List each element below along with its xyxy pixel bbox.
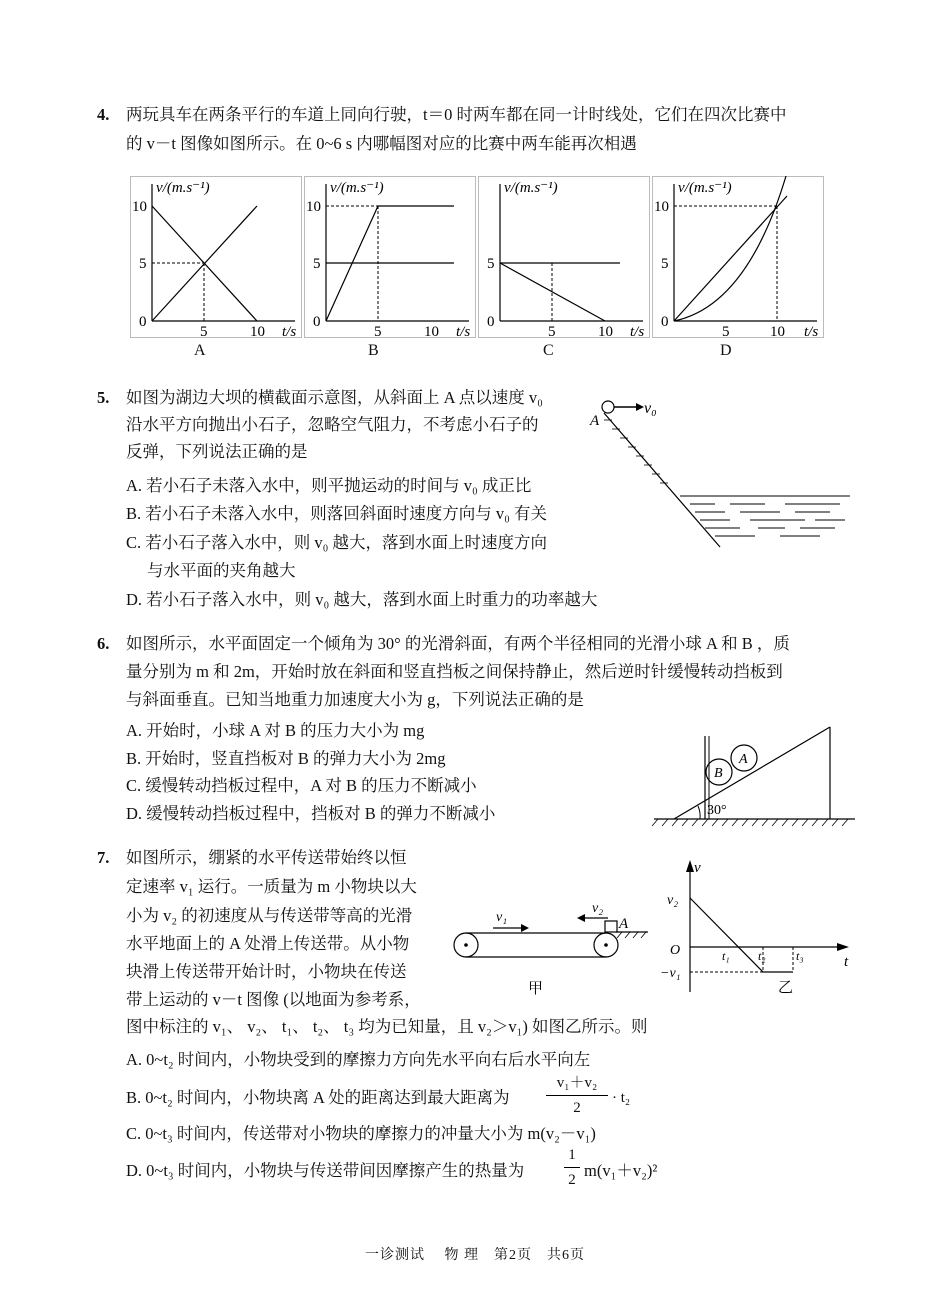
tick-label: 5 — [548, 324, 556, 338]
tick-label: 5 — [661, 256, 669, 272]
x-axis-label: t/s — [456, 324, 471, 338]
y-axis-label: v/(m.s⁻¹) — [504, 180, 558, 196]
svg-text:t₁: t₁ — [722, 949, 730, 963]
tick-label: 5 — [374, 324, 382, 338]
question-number: 6. — [97, 634, 110, 653]
tick-label: 10 — [132, 199, 147, 215]
question-number: 5. — [97, 388, 110, 407]
conveyor-diagram — [448, 895, 653, 1000]
svg-text:30°: 30° — [707, 803, 727, 818]
svg-text:A: A — [739, 752, 748, 767]
question-text: 量分别为 m 和 2m，开始时放在斜面和竖直挡板之间保持静止，然后逆时针缓慢转动挡板到 — [126, 662, 783, 681]
svg-text:A: A — [590, 413, 600, 429]
option-c-cont: 与水平面的夹角越大 — [147, 561, 296, 580]
tick-label: 5 — [200, 324, 208, 338]
option-c: C. 缓慢转动挡板过程中，A 对 B 的压力不断减小 — [126, 776, 477, 795]
tick-label: 5 — [139, 256, 147, 272]
question-text: 水平地面上的 A 处滑上传送带。从小物 — [126, 934, 410, 953]
svg-text:v₂: v₂ — [667, 893, 679, 908]
vt-graph-a — [130, 176, 302, 338]
question-text: 带上运动的 v－t 图像 (以地面为参考系， — [126, 990, 421, 1009]
vt-graph-d — [652, 176, 824, 338]
tick-label: 0 — [661, 314, 669, 330]
question-text: 与斜面垂直。已知当地重力加速度大小为 g，下列说法正确的是 — [126, 690, 584, 709]
tick-label: 0 — [487, 314, 495, 330]
option-d: D. 缓慢转动挡板过程中，挡板对 B 的弹力不断减小 — [126, 804, 496, 823]
tick-label: 10 — [424, 324, 439, 338]
svg-text:O: O — [670, 943, 681, 958]
graph-caption: B — [368, 342, 379, 359]
question-text: 小为 v₂ 的初速度从与传送带等高的光滑 — [126, 906, 413, 925]
tick-label: 0 — [313, 314, 321, 330]
svg-text:甲: 甲 — [528, 981, 544, 997]
question-number: 7. — [97, 848, 110, 867]
tick-label: 10 — [770, 324, 785, 338]
tick-label: 10 — [306, 199, 321, 215]
option-b: B. 开始时，竖直挡板对 B 的弹力大小为 2mg — [126, 749, 446, 768]
incline-diagram — [650, 722, 860, 828]
question-text: 两玩具车在两条平行的车道上同向行驶，t＝0 时两车都在同一计时线处，它们在四次比赛中 — [126, 105, 787, 124]
svg-text:t: t — [844, 954, 849, 970]
fraction-numerator: 1 — [568, 1147, 576, 1163]
tick-label: 5 — [722, 324, 730, 338]
x-axis-label: t/s — [282, 324, 297, 338]
vt-graph-c — [478, 176, 650, 338]
option-a: A. 0~t₂ 时间内，小物块受到的摩擦力方向先水平向右后水平向左 — [126, 1050, 591, 1069]
question-number: 4. — [97, 105, 110, 124]
svg-text:乙: 乙 — [778, 980, 794, 996]
y-axis-label: v/(m.s⁻¹) — [330, 180, 384, 196]
option-b: B. 若小石子未落入水中，则落回斜面时速度方向与 v₀ 有关 — [126, 504, 548, 523]
svg-text:−v₁: −v₁ — [660, 966, 681, 981]
svg-text:v₁: v₁ — [496, 910, 508, 925]
question-text: 如图为湖边大坝的横截面示意图，从斜面上 A 点以速度 v₀ — [126, 388, 543, 407]
svg-text:B: B — [714, 766, 723, 781]
option-a: A. 开始时，小球 A 对 B 的压力大小为 mg — [126, 721, 425, 740]
fraction-denominator: 2 — [568, 1172, 576, 1188]
graph-caption: C — [543, 342, 554, 359]
option-b-tail: · t₂ — [612, 1090, 631, 1106]
fraction-denominator: 2 — [573, 1100, 581, 1116]
page-footer: 一诊测试 物 理 第2页 共6页 — [365, 1248, 585, 1263]
option-b: B. 0~t₂ 时间内，小物块离 A 处的距离达到最大距离为 — [126, 1088, 510, 1107]
tick-label: 5 — [313, 256, 321, 272]
question-text: 如图所示，水平面固定一个倾角为 30° 的光滑斜面，有两个半径相同的光滑小球 A 和 B ，质 — [126, 634, 790, 653]
svg-text:t₃: t₃ — [796, 949, 804, 963]
svg-text:v: v — [694, 860, 701, 876]
fraction-bar — [546, 1095, 608, 1096]
question-text: 的 v－t 图像如图所示。在 0~6 s 内哪幅图对应的比赛中两车能再次相遇 — [126, 134, 637, 153]
option-d: D. 0~t₃ 时间内，小物块与传送带间因摩擦产生的热量为 — [126, 1161, 525, 1180]
question-text: 定速率 v₁ 运行。一质量为 m 小物块以大 — [126, 877, 417, 896]
x-axis-label: t/s — [630, 324, 645, 338]
graph-caption: D — [720, 342, 732, 359]
tick-label: 10 — [250, 324, 265, 338]
tick-label: 0 — [139, 314, 147, 330]
option-c: C. 0~t₃ 时间内，传送带对小物块的摩擦力的冲量大小为 m(v₂－v₁) — [126, 1124, 596, 1143]
vt-graph-yi — [660, 852, 860, 997]
x-axis-label: t/s — [804, 324, 819, 338]
svg-text:v₀: v₀ — [644, 400, 657, 417]
svg-text:t₂: t₂ — [758, 949, 766, 963]
option-d-tail: m(v₁＋v₂)² — [584, 1161, 658, 1180]
graph-caption: A — [194, 342, 206, 359]
dam-diagram — [580, 392, 860, 552]
option-c: C. 若小石子落入水中，则 v₀ 越大，落到水面上时速度方向 — [126, 533, 548, 552]
tick-label: 5 — [487, 256, 495, 272]
tick-label: 10 — [654, 199, 669, 215]
vt-graph-b — [304, 176, 476, 338]
fraction-bar — [564, 1167, 580, 1168]
tick-label: 10 — [598, 324, 613, 338]
question-text: 沿水平方向抛出小石子，忽略空气阻力，不考虑小石子的 — [126, 415, 539, 434]
question-text: 块滑上传送带开始计时，小物块在传送 — [126, 962, 407, 981]
fraction-numerator: v₁＋v₂ — [556, 1075, 598, 1091]
y-axis-label: v/(m.s⁻¹) — [156, 180, 210, 196]
question-text: 反弹，下列说法正确的是 — [126, 442, 308, 461]
question-text: 如图所示，绷紧的水平传送带始终以恒 — [126, 848, 407, 867]
y-axis-label: v/(m.s⁻¹) — [678, 180, 732, 196]
option-d: D. 若小石子落入水中，则 v₀ 越大，落到水面上时重力的功率越大 — [126, 590, 598, 609]
question-text: 图中标注的 v₁、 v₂、 t₁、 t₂、 t₃ 均为已知量，且 v₂＞v₁) 如图乙所示。则 — [126, 1017, 648, 1036]
option-a: A. 若小石子未落入水中，则平抛运动的时间与 v₀ 成正比 — [126, 476, 532, 495]
svg-text:v₂: v₂ — [592, 901, 604, 916]
svg-text:A: A — [619, 916, 629, 932]
